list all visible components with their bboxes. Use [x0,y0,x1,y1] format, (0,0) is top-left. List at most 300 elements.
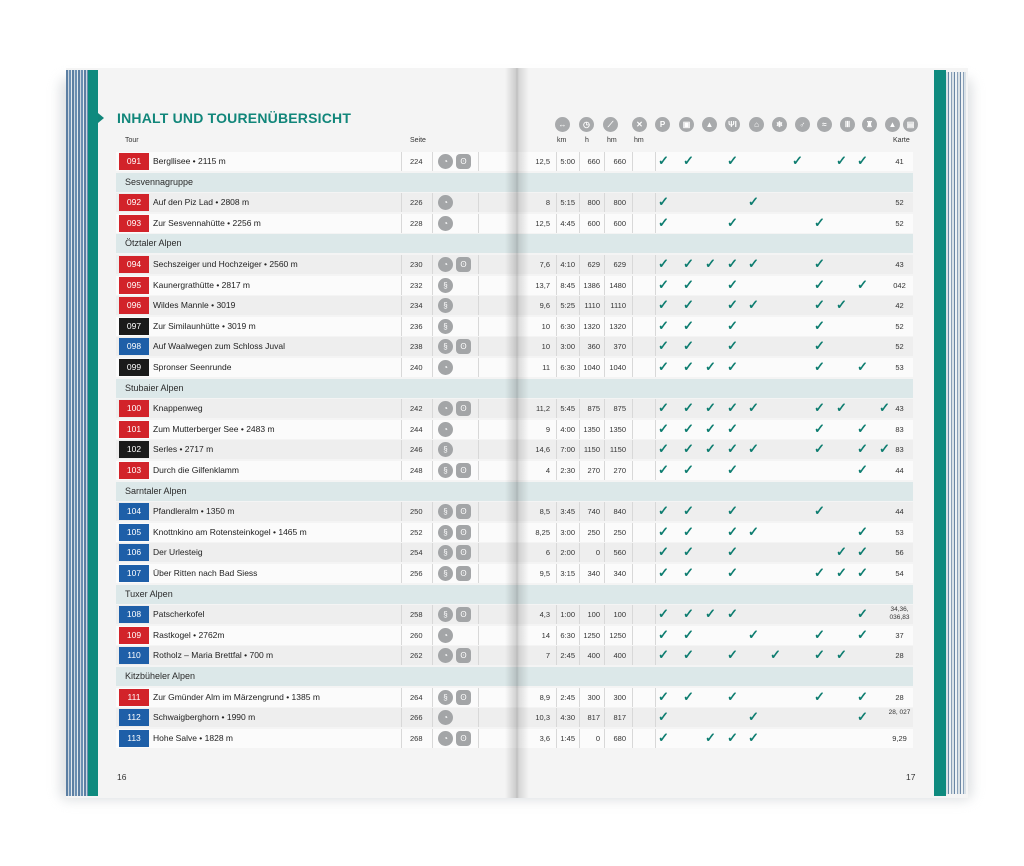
checkmark-icon: ✓ [727,647,738,663]
column-divider [401,502,402,521]
family-bear-icon: ʘ [456,339,471,354]
tour-name: Schwaigberghorn • 1990 m [153,712,256,723]
tour-hm1: 1320 [583,321,600,331]
checkmark-icon: ✓ [658,420,669,436]
lake-icon: ≈ [817,117,832,132]
tour-name: Zur Sesvennahütte • 2256 m [153,217,261,228]
group-label: Sesvennagruppe [125,176,194,187]
tour-km: 13,7 [535,280,550,290]
column-divider [632,317,633,336]
child-friendly-icon: § [438,545,453,560]
checkmark-icon: ✓ [814,214,825,230]
tour-name: Rastkogel • 2762m [153,629,225,640]
checkmark-icon: ✓ [727,462,738,477]
checkmark-icon: ✓ [836,400,847,416]
tour-h: 3:00 [560,527,575,537]
tour-number-badge: 093 [119,215,149,232]
column-divider [478,317,479,336]
tour-page-number: 234 [410,301,423,311]
checkmark-icon: ✓ [857,462,868,477]
checkmark-icon: ✓ [658,276,669,292]
tour-hm1: 300 [587,692,600,702]
tour-page-number: 258 [410,610,423,620]
bike-icon: ♂ [795,117,810,132]
column-divider [655,440,656,459]
tour-hm2: 629 [613,260,626,269]
tour-km: 9,6 [539,301,550,311]
checkmark-icon: ✓ [658,709,669,725]
checkmark-icon: ✓ [748,194,759,210]
column-divider [632,276,633,295]
tour-number-badge: 091 [119,153,149,170]
tour-hm1: 1350 [583,424,600,434]
tour-map-ref: 44 [895,507,904,517]
page-title: INHALT UND TOURENÜBERSICHT [117,110,352,126]
checkmark-icon: ✓ [727,297,738,313]
checkmark-icon: ✓ [727,688,738,704]
tour-hm1: 270 [587,466,600,475]
tour-km: 7 [545,651,550,661]
tour-hm2: 1320 [609,321,626,331]
column-divider [632,152,633,171]
checkmark-icon: ✓ [705,420,716,436]
tour-map-ref: 42 [895,301,904,311]
family-bear-icon: ʘ [456,463,471,478]
tour-km: 10 [541,342,550,352]
checkmark-icon: ✓ [658,688,669,704]
column-divider [432,502,433,521]
column-divider [655,688,656,707]
column-divider [432,255,433,274]
tour-hm2: 875 [613,404,626,414]
tour-km: 3,6 [539,733,550,743]
column-divider [655,605,656,624]
checkmark-icon: ✓ [683,256,694,271]
easy-difficulty-icon: ◔ [438,154,453,169]
column-divider [478,523,479,542]
checkmark-icon: ✓ [727,420,738,436]
route-icon: ↔ [555,117,570,132]
column-divider [401,605,402,624]
checkmark-icon: ✓ [683,420,694,436]
checkmark-icon: ✓ [705,400,716,416]
tour-page-number: 244 [410,424,423,434]
tour-hm2: 1150 [609,445,626,455]
tour-h: 3:45 [560,507,575,517]
tour-map-ref: 56 [895,548,904,558]
tour-page-number: 264 [410,692,423,702]
tour-km: 14 [541,630,550,640]
column-divider [401,564,402,583]
tour-map-ref: 37 [895,630,904,640]
tour-hm1: 340 [587,569,600,578]
checkmark-icon: ✓ [814,565,825,580]
tour-hm1: 875 [587,404,600,414]
checkmark-icon: ✓ [748,729,759,745]
checkmark-icon: ✓ [836,565,847,580]
tour-page-number: 268 [410,733,423,743]
tour-h: 4:30 [560,713,575,723]
checkmark-icon: ✓ [748,441,759,457]
tour-page-number: 256 [410,569,423,578]
column-divider [401,626,402,645]
col-header-tour: Tour [125,137,139,144]
column-divider [432,605,433,624]
tour-h: 3:00 [560,342,575,352]
tour-name: Auf den Piz Lad • 2808 m [153,197,250,208]
tour-hm1: 400 [587,651,600,661]
checkmark-icon: ✓ [836,544,847,560]
tour-name: Sechszeiger und Hochzeiger • 2560 m [153,259,298,269]
tour-map-ref: 52 [895,198,904,208]
tour-hm2: 1110 [610,301,626,311]
cutlery-cross-icon: ✕ [632,117,647,132]
checkmark-icon: ✓ [658,194,669,210]
column-divider [401,214,402,233]
checkmark-icon: ✓ [658,647,669,663]
checkmark-icon: ✓ [727,565,738,580]
tour-h: 6:30 [560,321,575,331]
tour-hm2: 250 [613,527,626,537]
tour-page-number: 224 [410,157,423,166]
group-label: Tuxer Alpen [125,588,173,599]
cable-car-icon: ▲ [702,117,717,132]
tour-page-number: 242 [410,404,423,414]
tour-page-number: 228 [410,218,423,228]
tour-page-number: 236 [410,321,423,331]
tour-hm2: 340 [613,569,626,578]
checkmark-icon: ✓ [683,523,694,539]
column-divider [432,564,433,583]
family-bear-icon: ʘ [456,545,471,560]
checkmark-icon: ✓ [814,276,825,292]
restaurant-icon: ΨΙ [725,117,740,132]
tour-map-ref: 53 [895,527,904,537]
checkmark-icon: ✓ [857,626,868,642]
tour-map-ref: 52 [895,218,904,228]
easy-difficulty-icon: ◔ [438,731,453,746]
column-divider [401,729,402,748]
tour-name: Der Urlesteig [153,547,203,558]
castle-icon: ♜ [862,117,877,132]
checkmark-icon: ✓ [814,647,825,663]
column-divider [401,440,402,459]
child-friendly-icon: § [438,278,453,293]
child-friendly-icon: § [438,566,453,581]
tour-page-number: 260 [410,630,423,640]
checkmark-icon: ✓ [857,709,868,725]
tour-map-ref: 28 [895,651,904,661]
tour-number-badge: 098 [119,338,149,355]
column-divider [432,152,433,171]
tour-map-ref: 9,29 [892,733,907,743]
tour-name: Pfandleralm • 1350 m [153,506,235,517]
tour-number-badge: 103 [119,462,149,479]
checkmark-icon: ✓ [727,400,738,416]
checkmark-icon: ✓ [727,441,738,457]
checkmark-icon: ✓ [658,359,669,374]
column-divider [478,688,479,707]
column-divider [632,255,633,274]
child-friendly-icon: § [438,525,453,540]
column-divider [655,564,656,583]
checkmark-icon: ✓ [727,544,738,560]
tour-hm2: 800 [613,198,626,208]
tour-hm2: 840 [613,507,626,517]
col-header-karte: Karte [893,137,910,144]
column-divider [432,461,433,480]
col-header-seite: Seite [410,137,426,144]
tour-km: 8,25 [535,527,550,537]
tour-name: Knappenweg [153,403,203,414]
tour-page-number: 238 [410,342,423,352]
checkmark-icon: ✓ [658,153,669,168]
checkmark-icon: ✓ [792,153,803,168]
checkmark-icon: ✓ [814,256,825,271]
column-divider [655,276,656,295]
tour-map-ref: 34,36, 036,83 [889,606,910,622]
column-divider [632,399,633,418]
checkmark-icon: ✓ [879,441,890,457]
family-bear-icon: ʘ [456,648,471,663]
tour-hm1: 360 [587,342,600,352]
snowflake-icon: ❄ [772,117,787,132]
col-header-hm-down: hm [634,137,644,144]
checkmark-icon: ✓ [814,338,825,354]
slope-icon: ⟋ [603,117,618,132]
child-friendly-icon: § [438,690,453,705]
tour-map-ref: 52 [895,321,904,331]
child-friendly-icon: § [438,319,453,334]
checkmark-icon: ✓ [727,317,738,333]
checkmark-icon: ✓ [727,214,738,230]
col-header-hm-up: hm [607,137,617,144]
column-divider [632,358,633,377]
column-divider [478,626,479,645]
checkmark-icon: ✓ [836,297,847,313]
tour-h: 2:45 [560,651,575,661]
checkmark-icon: ✓ [705,359,716,374]
column-divider [401,193,402,212]
tour-map-ref: 43 [895,260,904,269]
column-divider [401,708,402,727]
tour-number-badge: 106 [119,544,149,561]
checkmark-icon: ✓ [683,606,694,622]
tour-number-badge: 111 [119,689,149,706]
family-bear-icon: ʘ [456,566,471,581]
tour-name: Bergllisee • 2115 m [153,156,226,166]
column-divider [632,605,633,624]
tour-h: 5:45 [560,404,575,414]
group-label: Stubaier Alpen [125,382,184,393]
column-divider [478,152,479,171]
tour-hm2: 1250 [609,630,626,640]
checkmark-icon: ✓ [658,729,669,745]
tour-number-badge: 096 [119,297,149,314]
tour-hm1: 250 [587,527,600,537]
easy-difficulty-icon: ◔ [438,257,453,272]
column-divider [632,626,633,645]
checkmark-icon: ✓ [748,626,759,642]
map-icon: ▤ [903,117,918,132]
column-divider [632,214,633,233]
tour-map-ref: 83 [895,445,904,455]
checkmark-icon: ✓ [658,317,669,333]
tour-h: 5:25 [560,301,575,311]
column-divider [432,317,433,336]
column-divider [632,420,633,439]
tour-km: 6 [545,548,550,558]
column-divider [655,729,656,748]
tour-page-number: 246 [410,445,423,455]
right-teal-strip [934,70,946,796]
checkmark-icon: ✓ [683,359,694,374]
column-divider [655,317,656,336]
checkmark-icon: ✓ [683,276,694,292]
column-divider [655,502,656,521]
family-bear-icon: ʘ [456,401,471,416]
checkmark-icon: ✓ [814,503,825,519]
tour-name: Kaunergrathütte • 2817 m [153,279,251,290]
tour-number-badge: 108 [119,606,149,623]
family-bear-icon: ʘ [456,607,471,622]
column-divider [401,461,402,480]
tour-km: 10,3 [535,713,550,723]
left-page-edges [66,70,88,796]
child-friendly-icon: § [438,607,453,622]
tour-h: 6:30 [560,630,575,640]
checkmark-icon: ✓ [836,153,847,168]
tour-hm2: 817 [613,713,626,723]
column-divider [432,440,433,459]
tour-name: Hohe Salve • 1828 m [153,732,233,743]
checkmark-icon: ✓ [727,606,738,622]
tour-km: 14,6 [535,445,550,455]
column-divider [478,646,479,665]
tour-hm1: 0 [595,733,600,743]
checkmark-icon: ✓ [683,688,694,704]
column-divider [478,440,479,459]
column-divider [478,605,479,624]
tour-name: Zum Mutterberger See • 2483 m [153,423,275,434]
tour-number-badge: 102 [119,441,149,458]
checkmark-icon: ✓ [857,420,868,436]
column-divider [478,255,479,274]
column-divider [655,626,656,645]
col-header-km: km [557,137,567,144]
tour-hm1: 0 [595,548,600,558]
tour-km: 8 [545,198,550,208]
column-divider [401,523,402,542]
checkmark-icon: ✓ [683,503,694,519]
column-divider [478,543,479,562]
tour-km: 4 [545,466,550,475]
column-divider [655,255,656,274]
tour-h: 6:30 [560,363,575,372]
easy-difficulty-icon: ◔ [438,360,453,375]
checkmark-icon: ✓ [658,256,669,271]
checkmark-icon: ✓ [814,626,825,642]
column-divider [478,358,479,377]
tour-h: 1:45 [560,733,575,743]
family-bear-icon: ʘ [456,504,471,519]
column-divider [432,399,433,418]
tour-hm2: 400 [613,651,626,661]
tour-hm1: 1150 [583,445,600,455]
checkmark-icon: ✓ [683,544,694,560]
group-label: Kitzbüheler Alpen [125,671,196,681]
tour-name: Auf Waalwegen zum Schloss Juval [153,341,285,352]
checkmark-icon: ✓ [683,317,694,333]
family-bear-icon: ʘ [456,731,471,746]
column-divider [655,214,656,233]
column-divider [478,276,479,295]
column-divider [432,337,433,356]
tour-page-number: 254 [410,548,423,558]
checkmark-icon: ✓ [814,688,825,704]
tour-page-number: 240 [410,363,423,372]
tour-hm2: 370 [613,342,626,352]
column-divider [655,152,656,171]
tour-map-ref: 042 [893,280,906,290]
tour-hm2: 100 [613,610,626,620]
column-divider [432,688,433,707]
column-divider [632,296,633,315]
column-divider [655,337,656,356]
checkmark-icon: ✓ [658,523,669,539]
easy-difficulty-icon: ◔ [438,628,453,643]
tour-page-number: 266 [410,713,423,723]
family-bear-icon: ʘ [456,257,471,272]
parking-icon: P [655,117,670,132]
checkmark-icon: ✓ [727,153,738,168]
tour-name: Über Ritten nach Bad Siess [153,568,258,578]
column-divider [401,420,402,439]
checkmark-icon: ✓ [683,338,694,354]
tour-number-badge: 107 [119,565,149,582]
checkmark-icon: ✓ [814,317,825,333]
column-divider [432,708,433,727]
child-friendly-icon: § [438,298,453,313]
checkmark-icon: ✓ [727,729,738,745]
checkmark-icon: ✓ [879,400,890,416]
checkmark-icon: ✓ [727,256,738,271]
checkmark-icon: ✓ [683,626,694,642]
column-divider [401,543,402,562]
tour-map-ref: 44 [895,466,904,475]
child-friendly-icon: § [438,463,453,478]
tour-km: 8,9 [539,692,550,702]
column-divider [655,708,656,727]
col-header-h: h [585,137,589,144]
tour-hm2: 560 [613,548,626,558]
column-divider [432,358,433,377]
tour-h: 4:10 [560,260,575,269]
column-divider [432,214,433,233]
checkmark-icon: ✓ [814,359,825,374]
tour-hm1: 740 [587,507,600,517]
checkmark-icon: ✓ [748,256,759,271]
column-divider [655,399,656,418]
tour-number-badge: 094 [119,256,149,273]
checkmark-icon: ✓ [814,297,825,313]
tour-h: 4:00 [560,424,575,434]
group-label: Ötztaler Alpen [125,238,182,249]
tour-hm1: 1386 [583,280,600,290]
tour-number-badge: 112 [119,709,149,726]
tour-number-badge: 110 [119,647,149,664]
tour-map-ref: 43 [895,404,904,414]
